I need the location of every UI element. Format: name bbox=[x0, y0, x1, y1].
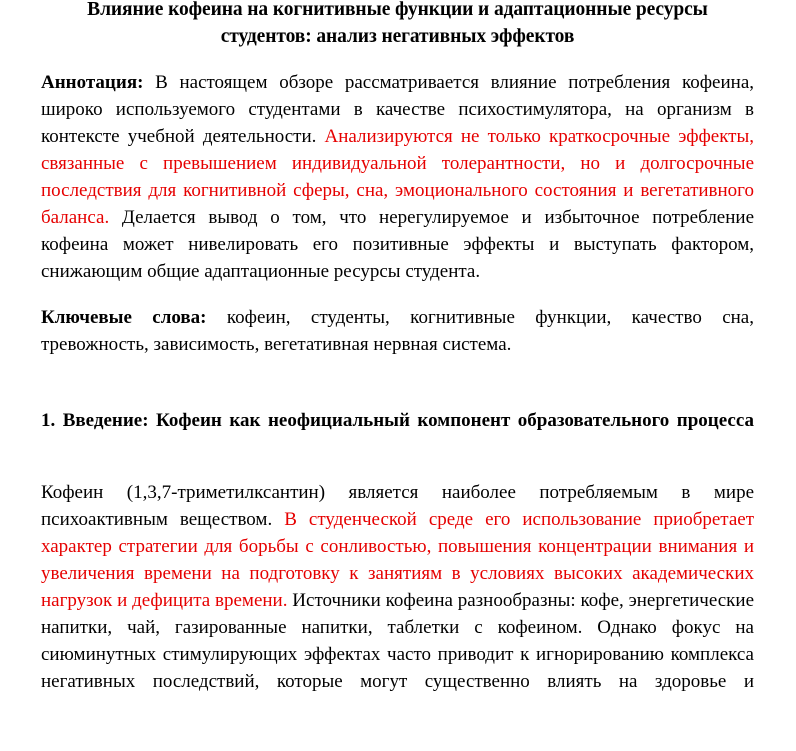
spacer-before-section bbox=[41, 358, 754, 407]
page-title: Влияние кофеина на когнитивные функции и адаптационные ресурсы студентов: анализ негативных эффектов bbox=[87, 0, 708, 47]
spacer-after-abstract bbox=[41, 285, 754, 304]
abstract-paragraph bbox=[41, 69, 754, 285]
section-highlighted-text: В студенческой среде его использование приобретает характер стратегии для борьбы с сонливостью, повышения концентрации внимания и увеличения времени на подготовку к занятиям в условиях высоких академических нагрузок и дефицита времени. bbox=[41, 509, 754, 611]
spacer-after-heading bbox=[41, 461, 754, 479]
spacer-after-title bbox=[41, 50, 754, 69]
section-text-after-highlight: Источники кофеина разнообразны: кофе, энергетические напитки, чай, газированные напитки, таблетки с кофеином. Однако фокус на сиюминутных стимулирующих эффектах часто приводит к игнорированию комплекса негативных последствий, которые могут существенно влиять на здоровье и bbox=[41, 590, 755, 692]
section-body-paragraph bbox=[41, 479, 754, 722]
abstract-label: Аннотация: bbox=[41, 72, 144, 93]
keywords-paragraph bbox=[41, 304, 754, 358]
section-text-before-highlight: Кофеин (1,3,7-триметилксантин) является наиболее потребляемым в мире психоактивным веществом. bbox=[41, 482, 754, 530]
keywords-label: Ключевые слова: bbox=[41, 307, 207, 328]
section-heading-introduction: 1. Введение: Кофеин как неофициальный компонент образовательного процесса bbox=[41, 410, 754, 431]
abstract-highlighted-text: Анализируются не только краткосрочные эффекты, связанные с превышением индивидуальной толерантности, но и долгосрочные последствия для когнитивной сферы, сна, эмоционального состояния и вегетативного баланса. bbox=[41, 126, 754, 228]
keywords-text: кофеин, студенты, когнитивные функции, качество сна, тревожность, зависимость, вегетативная нервная система. bbox=[41, 307, 754, 355]
abstract-text-after-highlight: Делается вывод о том, что нерегулируемое и избыточное потребление кофеина может нивелировать его позитивные эффекты и выступать фактором, снижающим общие адаптационные ресурсы студента. bbox=[41, 207, 754, 282]
abstract-text-before-highlight: В настоящем обзоре рассматривается влияние потребления кофеина, широко используемого студентами в качестве психостимулятора, на организм в контексте учебной деятельности. bbox=[41, 72, 754, 147]
document-body bbox=[41, 0, 754, 722]
